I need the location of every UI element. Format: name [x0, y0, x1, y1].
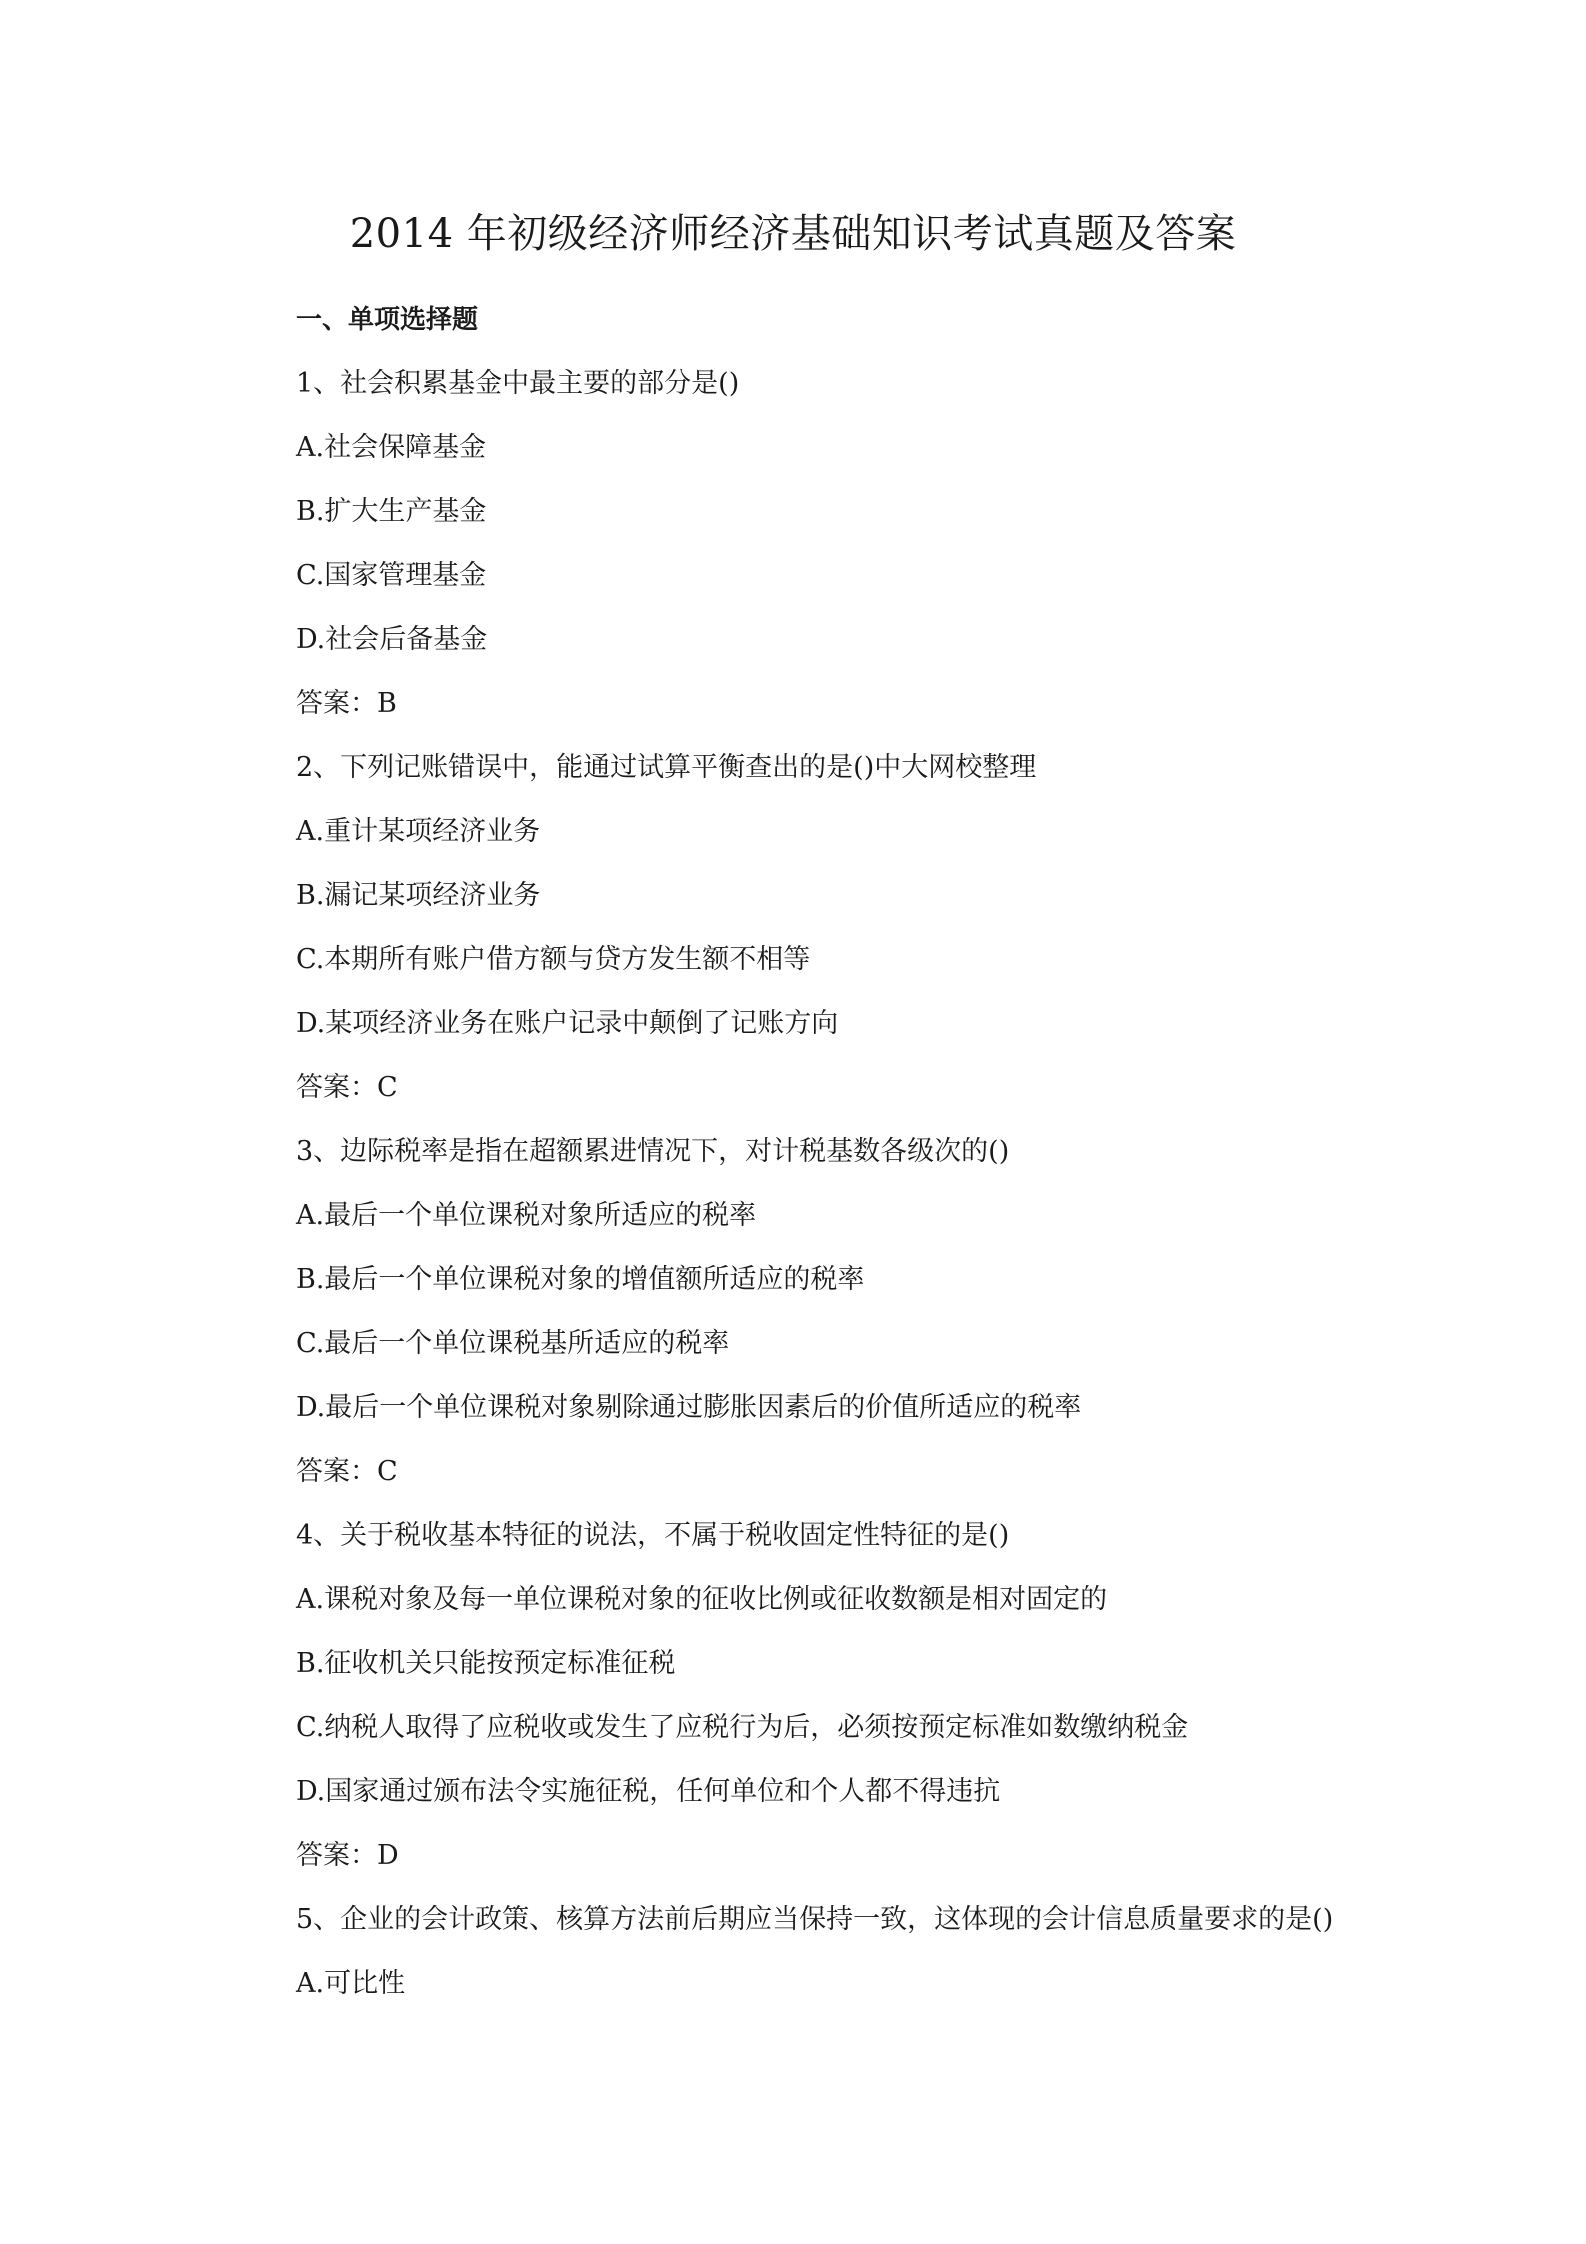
- question-2-option-d: D.某项经济业务在账户记录中颠倒了记账方向: [296, 1008, 839, 1039]
- question-5-stem: 5、企业的会计政策、核算方法前后期应当保持一致，这体现的会计信息质量要求的是(): [296, 1904, 1334, 1935]
- question-1-option-b: B.扩大生产基金: [296, 496, 487, 527]
- question-3-option-d: D.最后一个单位课税对象剔除通过膨胀因素后的价值所适应的税率: [296, 1392, 1082, 1423]
- question-3-stem: 3、边际税率是指在超额累进情况下，对计税基数各级次的(): [296, 1136, 1010, 1167]
- question-3-option-c: C.最后一个单位课税基所适应的税率: [296, 1328, 730, 1359]
- question-1-stem: 1、社会积累基金中最主要的部分是(): [296, 368, 740, 399]
- question-4-answer: 答案：D: [296, 1840, 399, 1871]
- question-4-stem: 4、关于税收基本特征的说法，不属于税收固定性特征的是(): [296, 1520, 1010, 1551]
- question-1-answer: 答案：B: [296, 688, 397, 719]
- question-4-option-c: C.纳税人取得了应税收或发生了应税行为后，必须按预定标准如数缴纳税金: [296, 1712, 1189, 1743]
- question-3-answer: 答案：C: [296, 1456, 398, 1487]
- question-2-option-b: B.漏记某项经济业务: [296, 880, 541, 911]
- question-1-option-a: A.社会保障基金: [296, 432, 487, 463]
- question-4-option-d: D.国家通过颁布法令实施征税，任何单位和个人都不得违抗: [296, 1776, 1001, 1807]
- question-3-option-b: B.最后一个单位课税对象的增值额所适应的税率: [296, 1264, 865, 1295]
- question-4-option-a: A.课税对象及每一单位课税对象的征收比例或征收数额是相对固定的: [296, 1584, 1108, 1615]
- question-3-option-a: A.最后一个单位课税对象所适应的税率: [296, 1200, 757, 1231]
- question-5-option-a: A.可比性: [296, 1968, 406, 1999]
- question-2-option-a: A.重计某项经济业务: [296, 816, 541, 847]
- question-4-option-b: B.征收机关只能按预定标准征税: [296, 1648, 676, 1679]
- question-1-option-c: C.国家管理基金: [296, 560, 487, 591]
- question-2-answer: 答案：C: [296, 1072, 398, 1103]
- document-title: 2014 年初级经济师经济基础知识考试真题及答案: [349, 211, 1237, 257]
- question-1-option-d: D.社会后备基金: [296, 624, 488, 655]
- question-2-stem: 2、下列记账错误中，能通过试算平衡查出的是()中大网校整理: [296, 752, 1037, 783]
- question-2-option-c: C.本期所有账户借方额与贷方发生额不相等: [296, 944, 811, 975]
- document-body: [296, 300, 1396, 2028]
- section-heading: 一、单项选择题: [296, 305, 479, 335]
